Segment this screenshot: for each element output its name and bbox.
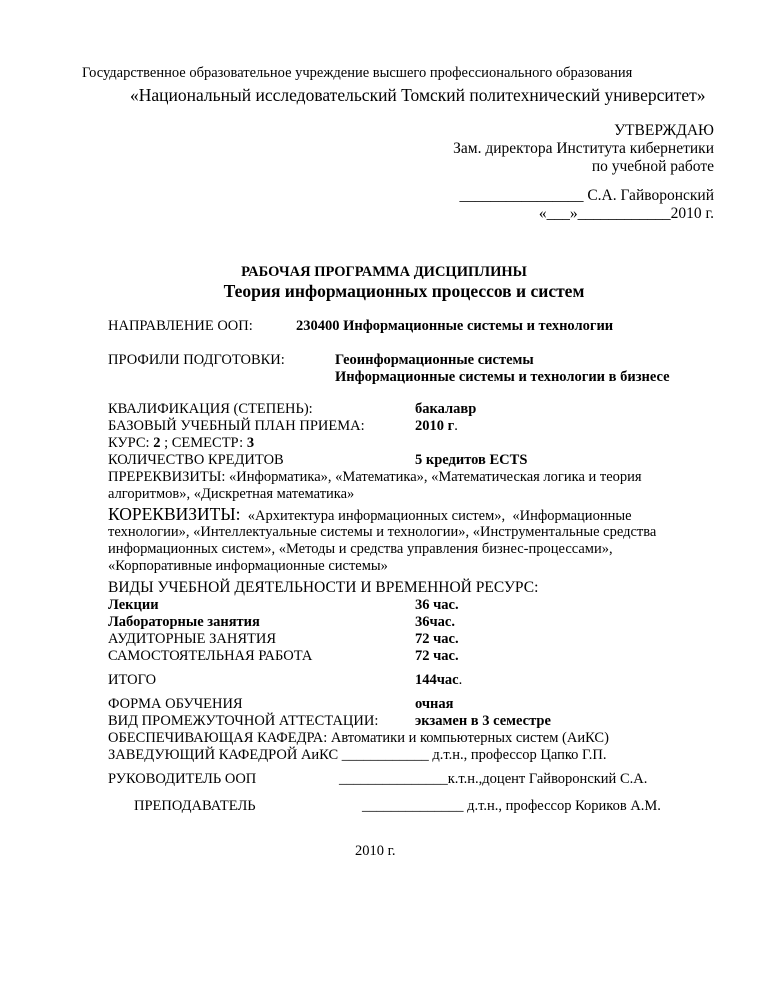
prerequisites-line-2: алгоритмов», «Дискретная математика» — [108, 486, 355, 502]
activity-label-lectures: Лекции — [108, 597, 159, 613]
teacher-value: ______________ д.т.н., профессор Кориков А.М. — [362, 798, 661, 814]
base-plan-suffix: . — [454, 418, 458, 434]
profile-2: Информационные системы и технологии в бизнесе — [335, 369, 670, 385]
activity-value-labs: 36час. — [415, 614, 455, 630]
activities-heading: ВИДЫ УЧЕБНОЙ ДЕЯТЕЛЬНОСТИ И ВРЕМЕННОЙ РЕСУРС: — [108, 579, 539, 596]
program-head-value: _______________к.т.н.,доцент Гайворонский С.А. — [339, 771, 648, 787]
total-suffix: . — [458, 672, 463, 688]
qualification-value: бакалавр — [415, 401, 477, 417]
corequisites-line-2: технологии», «Интеллектуальные системы и технологии», «Инструментальные средства — [108, 524, 657, 540]
semester-label: ; СЕМЕСТР: — [160, 435, 247, 451]
semester-value: 3 — [246, 435, 255, 451]
credits-value: 5 кредитов ECTS — [415, 452, 528, 468]
approve-label: УТВЕРЖДАЮ — [614, 122, 714, 139]
base-plan-value: 2010 г — [415, 418, 455, 434]
course-value: 2 — [153, 435, 161, 451]
activity-label-selfstudy: САМОСТОЯТЕЛЬНАЯ РАБОТА — [108, 648, 313, 664]
direction-value: 230400 Информационные системы и технологии — [296, 318, 614, 334]
activity-label-labs: Лабораторные занятия — [108, 614, 260, 630]
department-line: ОБЕСПЕЧИВАЮЩАЯ КАФЕДРА: Автоматики и компьютерных систем (АиКС) — [108, 730, 609, 746]
approver-position-1: Зам. директора Института кибернетики — [453, 140, 714, 157]
study-form-label: ФОРМА ОБУЧЕНИЯ — [108, 696, 243, 712]
qualification-label: КВАЛИФИКАЦИЯ (СТЕПЕНЬ): — [108, 401, 313, 417]
course-semester-line — [108, 435, 254, 452]
attestation-label: ВИД ПРОМЕЖУТОЧНОЙ АТТЕСТАЦИИ: — [108, 713, 379, 729]
corequisites-line-4: «Корпоративные информационные системы» — [108, 558, 388, 574]
attestation-value: экзамен в 3 семестре — [415, 713, 551, 729]
institution-line-1: Государственное образовательное учреждение высшего профессионального образования — [82, 65, 633, 81]
footer-year: 2010 г. — [355, 843, 396, 859]
program-head-label: РУКОВОДИТЕЛЬ ООП — [108, 771, 257, 787]
credits-label: КОЛИЧЕСТВО КРЕДИТОВ — [108, 452, 284, 468]
total-value: 144час — [415, 672, 459, 688]
direction-label: НАПРАВЛЕНИЕ ООП: — [108, 318, 253, 334]
corequisites-line-3: информационных систем», «Методы и средства управления бизнес-процессами», — [108, 541, 613, 557]
activity-value-selfstudy: 72 час. — [415, 648, 459, 664]
base-plan-label: БАЗОВЫЙ УЧЕБНЫЙ ПЛАН ПРИЕМА: — [108, 418, 365, 434]
course-label: КУРС: — [108, 435, 154, 451]
profiles-label: ПРОФИЛИ ПОДГОТОВКИ: — [108, 352, 285, 368]
approver-position-2: по учебной работе — [591, 158, 714, 175]
prerequisites-line-1: ПРЕРЕКВИЗИТЫ: «Информатика», «Математика», «Математическая логика и теория — [108, 469, 642, 485]
corequisites-label: КОРЕКВИЗИТЫ: — [108, 504, 241, 524]
corequisites-line-1 — [108, 504, 632, 525]
approval-date-line: «___»____________2010 г. — [538, 205, 714, 222]
teacher-label: ПРЕПОДАВАТЕЛЬ — [134, 798, 256, 814]
activity-value-classroom: 72 час. — [415, 631, 459, 647]
activity-value-lectures: 36 час. — [415, 597, 459, 613]
study-form-value: очная — [415, 696, 454, 712]
base-plan-value-wrap — [415, 418, 458, 435]
institution-line-2: «Национальный исследовательский Томский политехнический университет» — [130, 85, 706, 105]
total-label: ИТОГО — [108, 672, 157, 688]
approver-signature-line: ________________ С.А. Гайворонский — [459, 187, 714, 204]
corequisites-text-1: «Архитектура информационных систем», «Информационные — [240, 508, 632, 524]
department-head-line: ЗАВЕДУЮЩИЙ КАФЕДРОЙ АиКС ____________ д.т.н., профессор Цапко Г.П. — [108, 747, 607, 763]
document-type-title: РАБОЧАЯ ПРОГРАММА ДИСЦИПЛИНЫ — [241, 264, 527, 280]
profile-1: Геоинформационные системы — [335, 352, 534, 368]
total-value-wrap — [415, 672, 462, 689]
discipline-title: Теория информационных процессов и систем — [223, 281, 585, 301]
activity-label-classroom: АУДИТОРНЫЕ ЗАНЯТИЯ — [108, 631, 277, 647]
